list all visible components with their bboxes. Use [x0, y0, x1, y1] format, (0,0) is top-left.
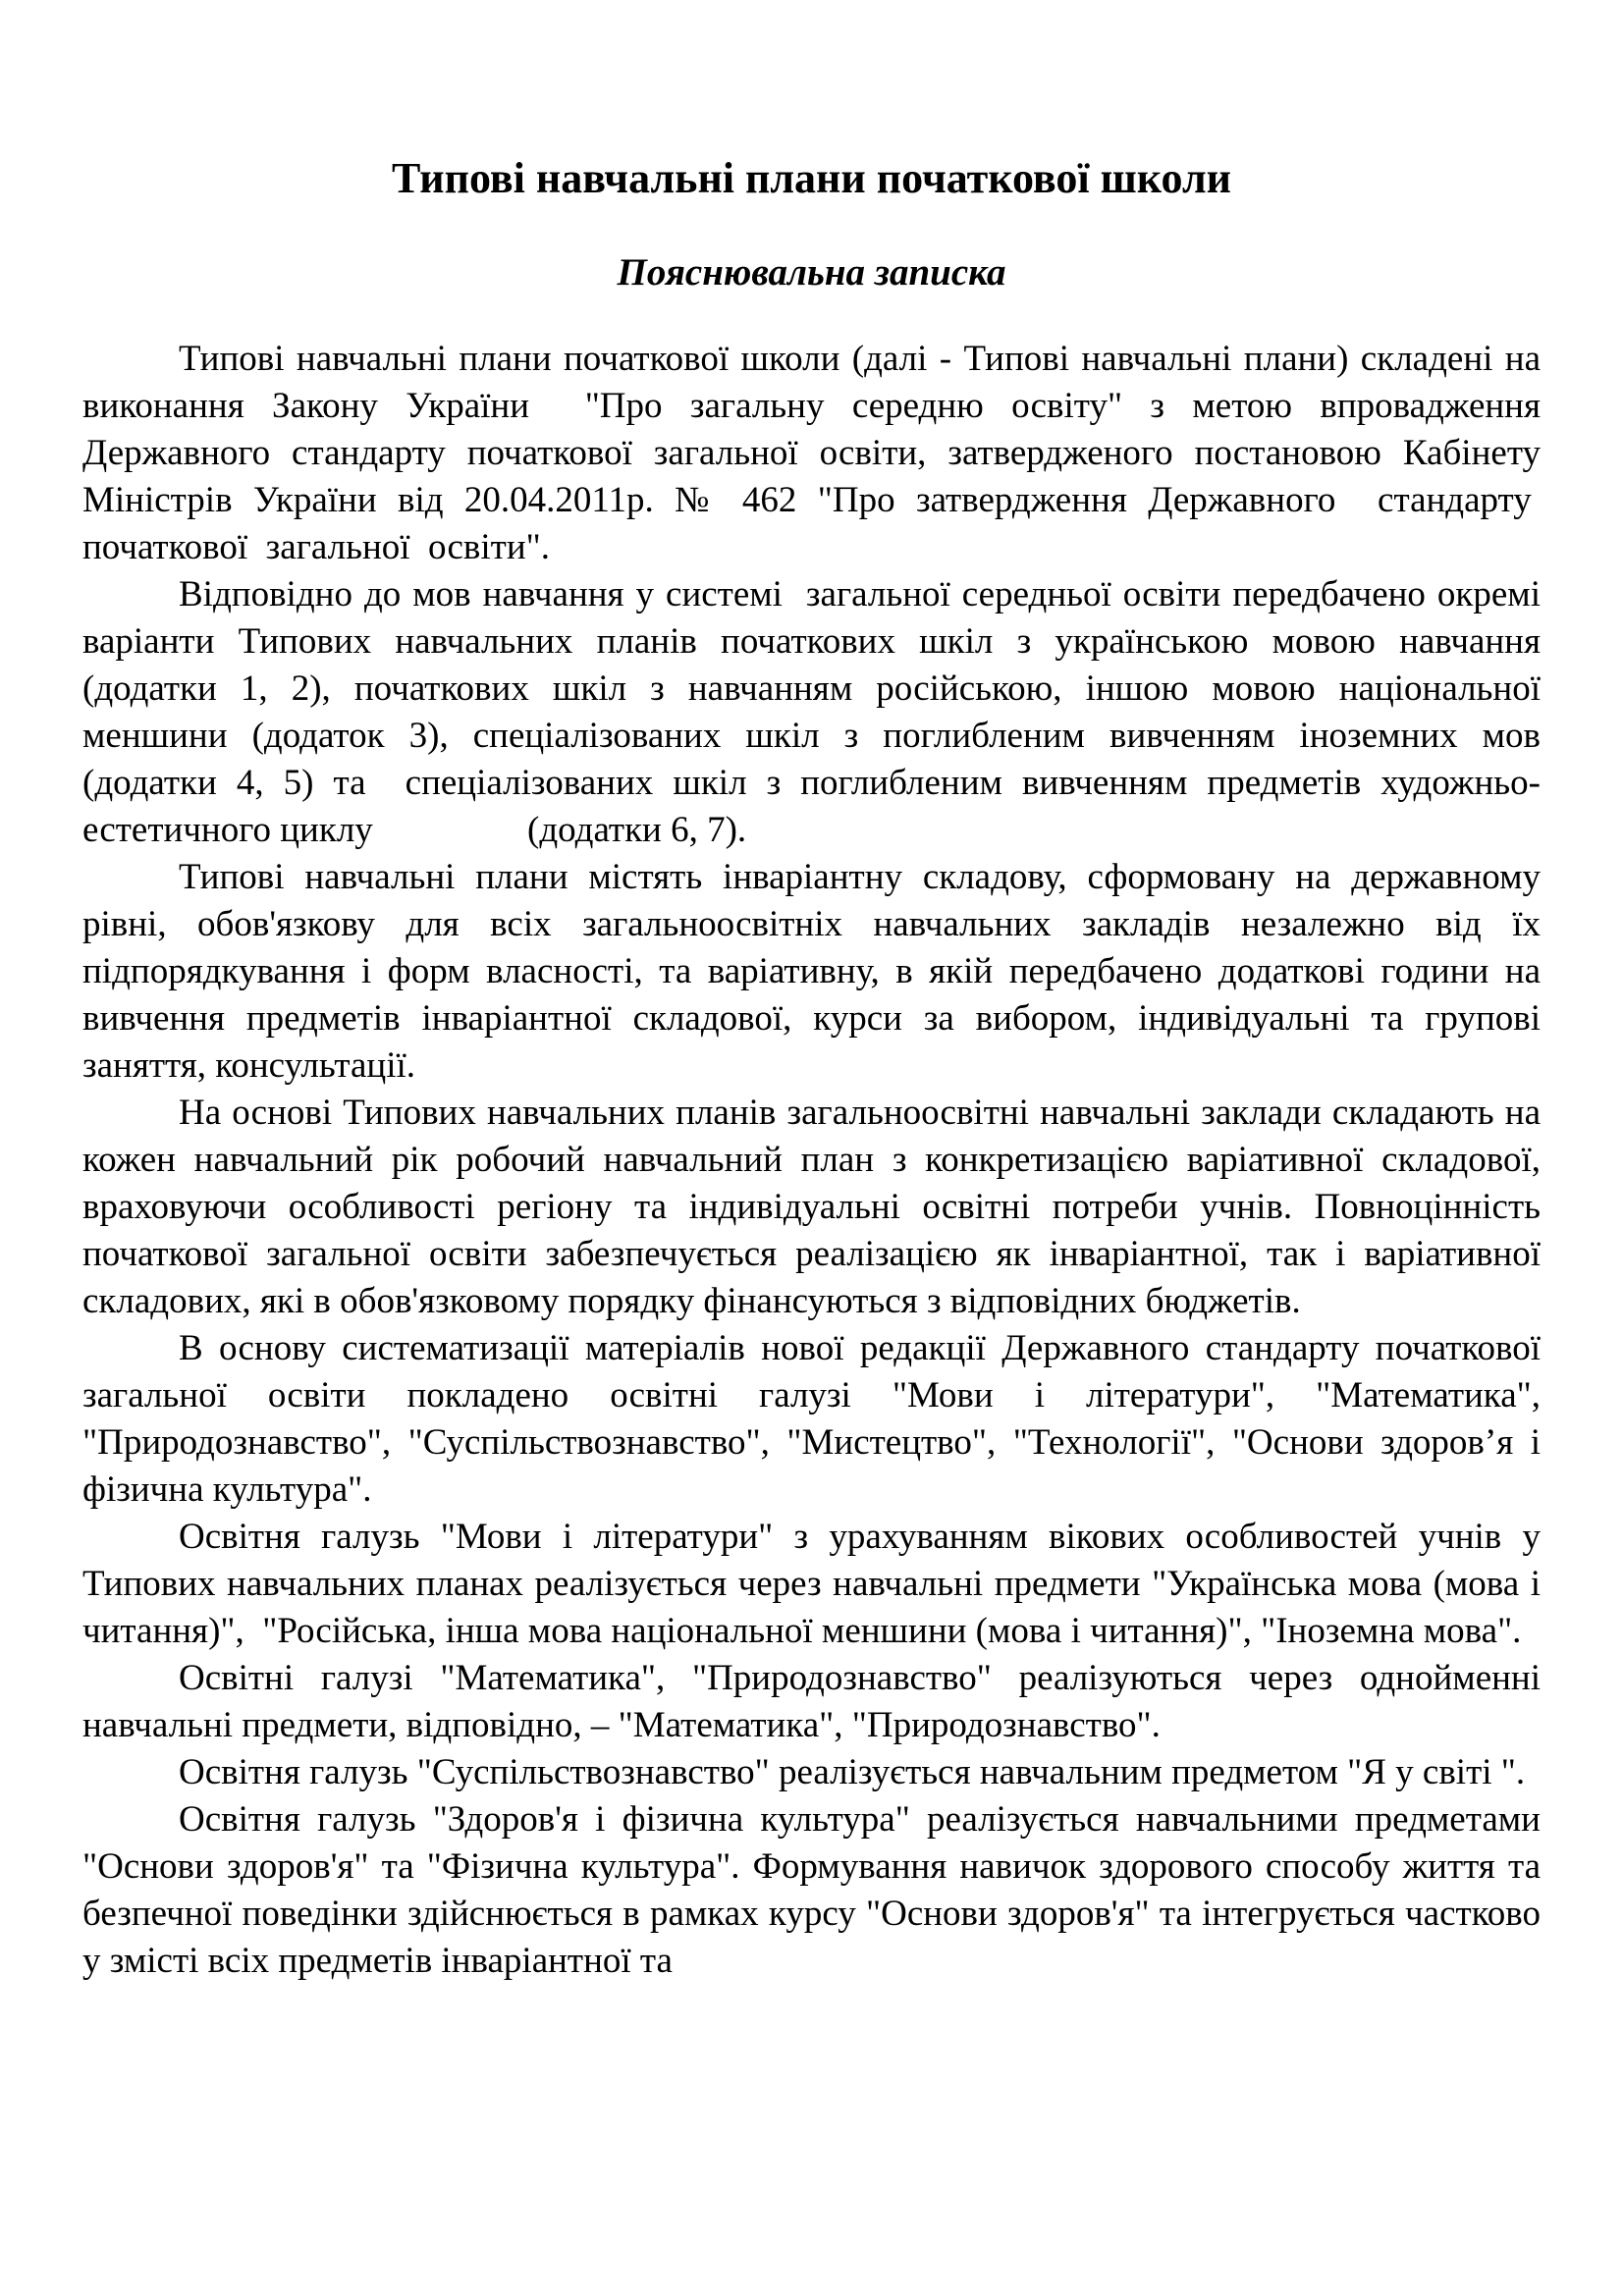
paragraph: Освітня галузь "Суспільствознавство" реалізується навчальним предметом "Я у світі ".	[179, 1752, 1526, 1792]
paragraph: В основу систематизації матеріалів нової редакції Державного стандарту початкової загальної освіти покладено освітні галузі "Мови і літератури", "Математика", "Природознавство", "Суспільствознавство", "Мистецтво", "Технології", "Основи здоров’я і фізична культура".	[82, 1328, 1541, 1510]
paragraph: Типові навчальні плани початкової школи (далі - Типові навчальні плани) складені на виконання Закону України "Про загальну середню освіту" з метою впровадження Державного стандарту початкової загальної освіти, затвердженого постановою Кабінету Міністрів України від 20.04.2011р. № 462 "Про затвердження Державного стандарту початкової загальної освіти".	[82, 339, 1541, 567]
document-title: Типові навчальні плани початкової школи	[392, 154, 1231, 202]
paragraph: Освітні галузі "Математика", "Природознавство" реалізуються через однойменні навчальні предмети, відповідно, – "Математика", "Природознавство".	[82, 1658, 1541, 1745]
paragraph: Освітня галузь "Мови і літератури" з урахуванням вікових особливостей учнів у Типових навчальних планах реалізується через навчальні предмети "Українська мова (мова і читання)", "Російська, інша мова національної меншини (мова і читання)", "Іноземна мова".	[82, 1517, 1541, 1651]
paragraph: На основі Типових навчальних планів загальноосвітні навчальні заклади складають на кожен навчальний рік робочий навчальний план з конкретизацією варіативної складової, враховуючи особливості регіону та індивідуальні освітні потреби учнів. Повноцінність початкової загальної освіти забезпечується реалізацією як інваріантної, так і варіативної складових, які в обов'язковому порядку фінансуються з відповідних бюджетів.	[82, 1093, 1541, 1321]
paragraph: Освітня галузь "Здоров'я і фізична культура" реалізується навчальними предметами "Основи здоров'я" та "Фізична культура". Формування навичок здорового способу життя та безпечної поведінки здійснюється в рамках курсу "Основи здоров'я" та інтегрується частково у змісті всіх предметів інваріантної та	[82, 1799, 1541, 1981]
paragraph: Відповідно до мов навчання у системі загальної середньої освіти передбачено окремі варіанти Типових навчальних планів початкових шкіл з українською мовою навчання (додатки 1, 2), початкових шкіл з навчанням російською, іншою мовою національної меншини (додаток 3), спеціалізованих шкіл з поглибленим вивченням іноземних мов (додатки 4, 5) та спеціалізованих шкіл з поглибленим вивченням предметів художньо-естетичного циклу (додатки 6, 7).	[82, 574, 1541, 850]
paragraph: Типові навчальні плани містять інваріантну складову, сформовану на державному рівні, обов'язкову для всіх загальноосвітніх навчальних закладів незалежно від їх підпорядкування і форм власності, та варіативну, в якій передбачено додаткові години на вивчення предметів інваріантної складової, курси за вибором, індивідуальні та групові заняття, консультації.	[82, 857, 1541, 1086]
document-subtitle: Пояснювальна записка	[617, 251, 1006, 294]
